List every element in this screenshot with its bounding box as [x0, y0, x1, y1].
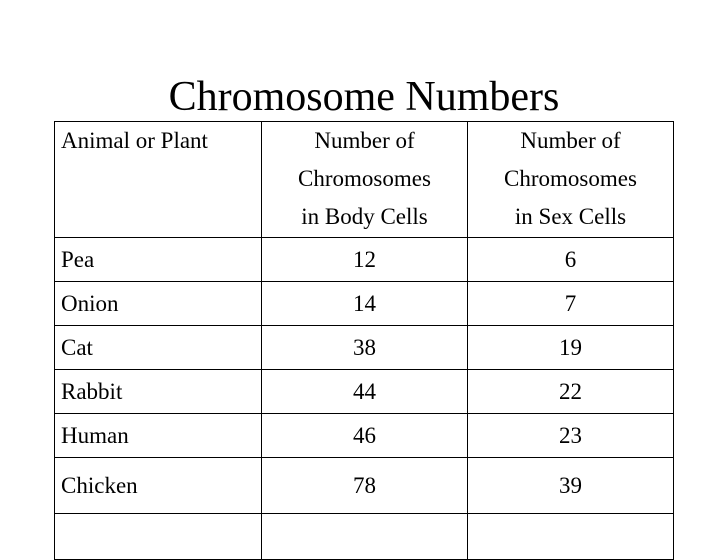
header-line: in Sex Cells: [514, 204, 627, 229]
body-cell-count: 78: [262, 458, 468, 514]
table-row-empty: [55, 514, 674, 560]
table-row: [55, 414, 674, 458]
header-line: Chromosomes: [298, 166, 431, 191]
header-animal-or-plant: [55, 122, 262, 238]
body-cell-count: 38: [262, 326, 468, 370]
organism-name: Chicken: [55, 458, 262, 514]
organism-name: [55, 514, 262, 560]
table-header-row: [55, 122, 674, 238]
table-row: [55, 326, 674, 370]
body-cell-count: 46: [262, 414, 468, 458]
table-row: [55, 458, 674, 514]
organism-name: Cat: [55, 326, 262, 370]
chromosome-table: [54, 121, 674, 560]
header-sex-cells: [468, 122, 674, 238]
table-row: [55, 282, 674, 326]
body-cell-count: [262, 514, 468, 560]
body-cell-count: 12: [262, 238, 468, 282]
organism-name: Pea: [55, 238, 262, 282]
organism-name: Rabbit: [55, 370, 262, 414]
sex-cell-count: 22: [468, 370, 674, 414]
body-cell-count: 14: [262, 282, 468, 326]
organism-name: Human: [55, 414, 262, 458]
table-row: [55, 370, 674, 414]
body-cell-count: 44: [262, 370, 468, 414]
sex-cell-count: 23: [468, 414, 674, 458]
sex-cell-count: 6: [468, 238, 674, 282]
header-line: in Body Cells: [301, 204, 428, 229]
header-line: Chromosomes: [504, 166, 637, 191]
sex-cell-count: 7: [468, 282, 674, 326]
sex-cell-count: 39: [468, 458, 674, 514]
slide-title: Chromosome Numbers: [168, 74, 560, 120]
header-line: Number of: [520, 128, 621, 153]
header-body-cells: [262, 122, 468, 238]
sex-cell-count: [468, 514, 674, 560]
table-row: [55, 238, 674, 282]
header-line: Animal or Plant: [61, 128, 208, 153]
organism-name: Onion: [55, 282, 262, 326]
sex-cell-count: 19: [468, 326, 674, 370]
header-line: Number of: [314, 128, 415, 153]
